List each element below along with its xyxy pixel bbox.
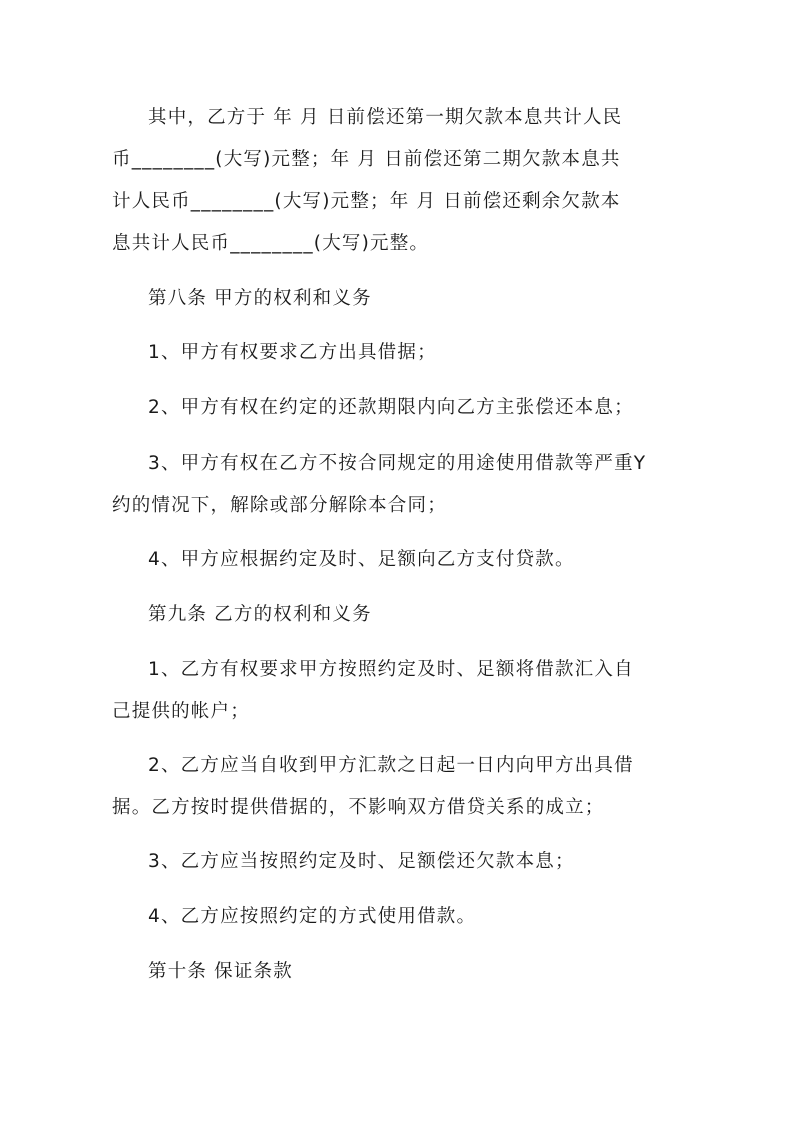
article-9-heading: 第九条 乙方的权利和义务 [148, 604, 372, 625]
article-8-heading: 第八条 甲方的权利和义务 [148, 288, 372, 309]
paragraph-installments-line: 其中，乙方于 年 月 日前偿还第一期欠款本息共计人民 [148, 107, 623, 128]
article-9-item-3: 3、乙方应当按照约定及时、足额偿还欠款本息； [148, 851, 575, 872]
article-8-item-4: 4、甲方应根据约定及时、足额向乙方支付贷款。 [148, 549, 575, 570]
article-8-item-3-line: 3、甲方有权在乙方不按合同规定的用途使用借款等严重Y [148, 453, 647, 474]
article-8-item-3-line: 约的情况下，解除或部分解除本合同； [112, 495, 447, 516]
article-9-item-2-line: 2、乙方应当自收到甲方汇款之日起一日内向甲方出具借 [148, 755, 634, 776]
article-9-item-1-line: 己提供的帐户； [112, 701, 250, 722]
article-8-item-2: 2、甲方有权在约定的还款期限内向乙方主张偿还本息； [148, 397, 634, 418]
article-8-item-1: 1、甲方有权要求乙方出具借据； [148, 342, 437, 363]
paragraph-installments-line: 计人民币________(大写)元整；年 月 日前偿还剩余欠款本 [112, 191, 621, 212]
article-10-heading: 第十条 保证条款 [148, 961, 293, 982]
article-9-item-1-line: 1、乙方有权要求甲方按照约定及时、足额将借款汇入自 [148, 659, 634, 680]
paragraph-installments-line: 息共计人民币________(大写)元整。 [112, 233, 430, 254]
article-9-item-4: 4、乙方应按照约定的方式使用借款。 [148, 906, 477, 927]
article-9-item-2-line: 据。乙方按时提供借据的，不影响双方借贷关系的成立； [112, 797, 605, 818]
paragraph-installments-line: 币________(大写)元整；年 月 日前偿还第二期欠款本息共 [112, 149, 621, 170]
